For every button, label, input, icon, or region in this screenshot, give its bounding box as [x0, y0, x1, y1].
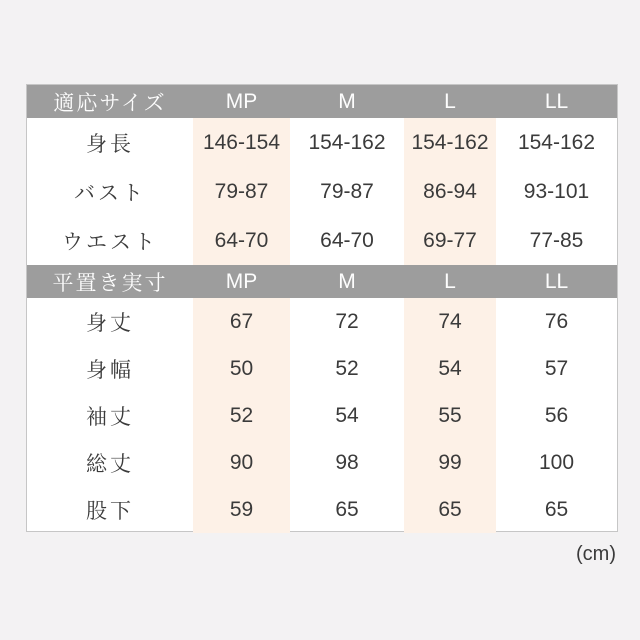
table-row-inseam — [27, 486, 617, 533]
row-label: 身幅 — [86, 358, 134, 382]
table-cell: 98 — [335, 450, 359, 474]
size-chart-table — [26, 84, 618, 532]
table-cell: 93-101 — [523, 179, 590, 203]
row-label: 身長 — [86, 132, 134, 156]
row-label: バスト — [74, 181, 146, 205]
table-cell: 67 — [193, 298, 290, 345]
column-header-l: L — [444, 269, 456, 293]
table-row-sleeve-length — [27, 392, 617, 439]
table-cell: 99 — [404, 439, 496, 486]
table-cell: 86-94 — [404, 167, 496, 216]
table-cell: 52 — [335, 356, 359, 380]
column-header-m: M — [338, 89, 356, 113]
table-cell: 76 — [544, 309, 569, 333]
row-label: 股下 — [86, 499, 134, 523]
table-row-total-length — [27, 439, 617, 486]
table-cell: 72 — [335, 309, 359, 333]
table-cell: 52 — [193, 392, 290, 439]
table-cell: 154-162 — [517, 130, 596, 154]
table-cell: 55 — [404, 392, 496, 439]
section-title: 平置き実寸 — [52, 271, 168, 295]
row-label: 袖丈 — [86, 405, 134, 429]
column-header-m: M — [338, 269, 356, 293]
section-header-flat-measurements — [27, 265, 617, 298]
table-row-waist — [27, 216, 617, 265]
row-label: 総丈 — [86, 452, 134, 476]
table-cell: 74 — [404, 298, 496, 345]
column-header-ll: LL — [544, 269, 569, 293]
table-row-bust — [27, 167, 617, 216]
table-cell: 154-162 — [404, 118, 496, 167]
column-header-mp: MP — [225, 269, 258, 293]
column-header-mp: MP — [225, 89, 258, 113]
table-cell: 77-85 — [529, 228, 584, 252]
table-row-body-length — [27, 298, 617, 345]
table-cell: 69-77 — [404, 216, 496, 265]
table-cell: 154-162 — [308, 130, 386, 154]
table-row-height — [27, 118, 617, 167]
table-cell: 50 — [193, 345, 290, 392]
table-cell: 65 — [544, 497, 569, 521]
table-cell: 90 — [193, 439, 290, 486]
table-cell: 65 — [404, 486, 496, 533]
table-cell: 59 — [193, 486, 290, 533]
table-cell: 57 — [544, 356, 569, 380]
section-header-applicable-size — [27, 85, 617, 118]
unit-label: (cm) — [576, 543, 616, 565]
column-header-l: L — [444, 89, 456, 113]
row-label: ウエスト — [62, 230, 158, 254]
table-row-body-width — [27, 345, 617, 392]
table-cell: 146-154 — [193, 118, 290, 167]
section-title: 適応サイズ — [53, 91, 167, 115]
table-cell: 54 — [335, 403, 359, 427]
table-cell: 54 — [404, 345, 496, 392]
table-cell: 79-87 — [193, 167, 290, 216]
column-header-ll: LL — [544, 89, 569, 113]
table-cell: 64-70 — [320, 228, 374, 252]
table-cell: 79-87 — [320, 179, 374, 203]
table-cell: 56 — [544, 403, 569, 427]
row-label: 身丈 — [86, 311, 134, 335]
table-cell: 64-70 — [193, 216, 290, 265]
table-cell: 100 — [538, 450, 575, 474]
table-cell: 65 — [335, 497, 359, 521]
